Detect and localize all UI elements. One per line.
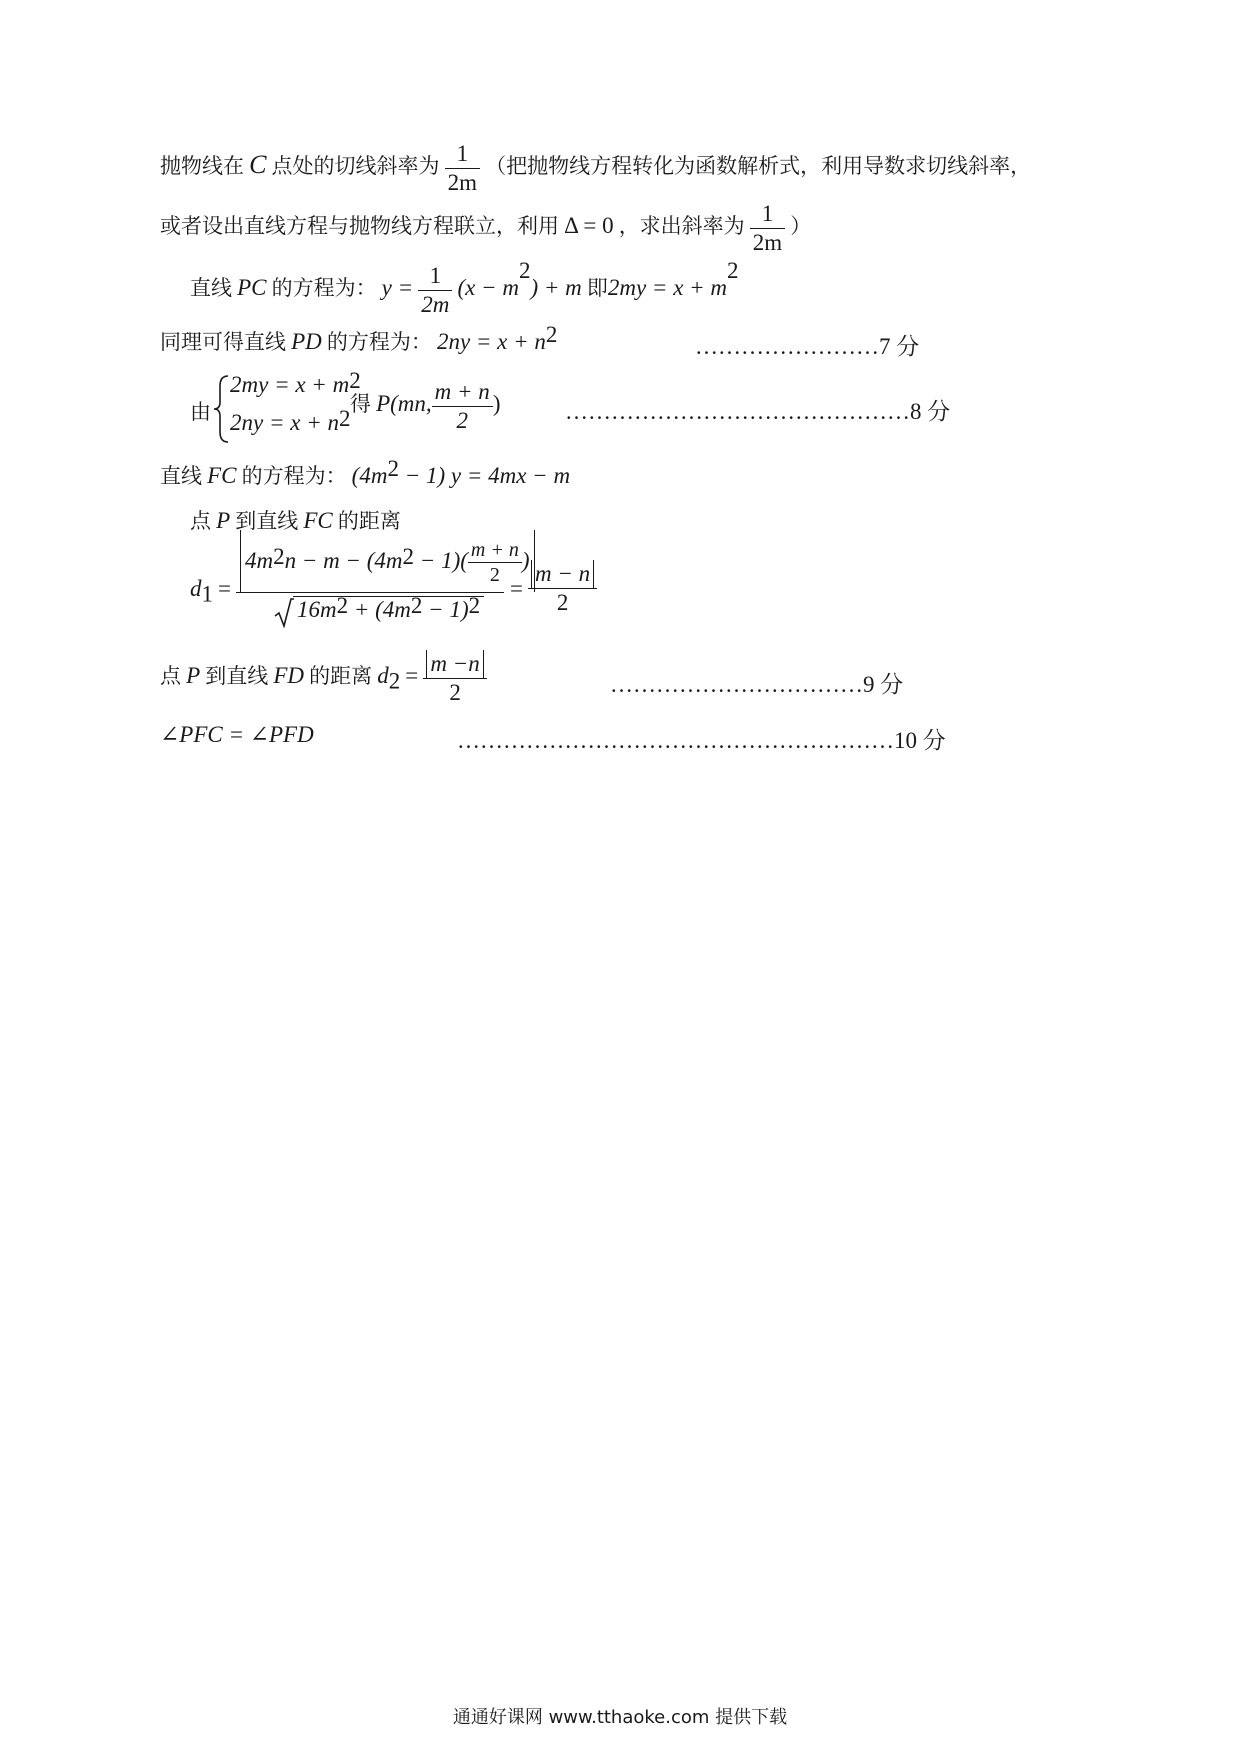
frac-den: 2m: [421, 292, 450, 317]
d2: [377, 663, 401, 694]
fraction: [445, 140, 480, 197]
frac-num: [423, 650, 486, 679]
num-a: 4m: [245, 548, 274, 573]
line-3: [190, 258, 739, 319]
eq-b: − 1) y = 4mx − m: [398, 463, 571, 488]
fraction: [528, 560, 597, 617]
equals: =: [510, 576, 523, 601]
abs-value: m −n: [426, 650, 483, 678]
text: 的方程为：: [326, 330, 432, 354]
line-name: FC: [207, 463, 237, 488]
exponent: 2: [402, 544, 415, 569]
score: 8 分: [910, 399, 951, 424]
delta-eq: Δ = 0: [564, 213, 614, 238]
text: ）: [790, 214, 812, 238]
line-name: FD: [273, 663, 305, 688]
eq-rhs2: ) + m: [530, 275, 582, 300]
num-b: n − m − (4m: [284, 548, 403, 573]
score-8: [565, 393, 950, 426]
frac-num: 1: [750, 200, 785, 229]
line-2: [160, 200, 811, 257]
eq-rhs: (x − m: [457, 275, 519, 300]
line-4: [160, 322, 558, 356]
text: 到直线: [235, 509, 299, 533]
score-7: [695, 328, 919, 361]
subscript: 1: [201, 581, 213, 607]
exponent: 2: [349, 368, 361, 393]
text: 得: [350, 392, 371, 416]
result-fraction: [528, 560, 597, 617]
fraction: [418, 262, 452, 319]
eq: 2my = x + m: [607, 275, 728, 300]
exponent: 2: [338, 406, 351, 431]
text: 点: [190, 509, 211, 533]
den-a: 16m: [297, 597, 337, 622]
text: 或者设出直线方程与抛物线方程联立，利用: [160, 214, 559, 238]
line-name: FC: [303, 508, 333, 533]
exponent: 2: [410, 593, 423, 618]
point-p: P: [216, 508, 231, 533]
fraction: [432, 378, 493, 435]
exponent: 2: [336, 593, 349, 618]
fraction: [423, 650, 486, 707]
dots: ……………………: [695, 334, 879, 359]
frac-den: 2: [449, 680, 461, 705]
frac-num: m + n: [468, 538, 522, 563]
frac-den: 2: [556, 590, 569, 615]
d1: [190, 576, 213, 608]
frac-num: [528, 560, 597, 589]
score-9: [610, 666, 903, 699]
exponent: 2: [518, 258, 531, 283]
text: 直线: [160, 464, 202, 488]
text: 的方程为：: [271, 276, 377, 300]
equals: =: [218, 576, 231, 601]
score-10: [457, 722, 946, 755]
d: d: [190, 576, 202, 601]
frac-den: 2: [489, 564, 500, 587]
line-name: PC: [237, 275, 267, 300]
text: 抛物线在: [160, 154, 244, 178]
line-name: PD: [291, 329, 322, 354]
sqrt-icon: [274, 598, 294, 628]
frac-den: 2m: [752, 230, 783, 255]
line-9: [160, 650, 487, 707]
den-b: + (4m: [348, 597, 411, 622]
score: 9 分: [863, 672, 904, 697]
equals: =: [405, 663, 419, 688]
dots: ………………………………………: [565, 399, 910, 424]
score: 10 分: [894, 728, 946, 753]
subscript: 2: [388, 668, 401, 694]
big-numerator: [240, 530, 530, 592]
text: 的距离: [309, 664, 373, 688]
big-denominator: [274, 593, 484, 623]
text: 即: [586, 276, 608, 300]
var-c: C: [249, 150, 267, 179]
text: 点处的切线斜率为: [271, 154, 440, 178]
eq1: 2my = x + m: [230, 372, 350, 397]
text: 到直线: [205, 664, 269, 688]
frac-num: m + n: [432, 378, 493, 407]
num-d: ): [521, 548, 530, 573]
line-6: [160, 456, 571, 490]
text: 的方程为：: [241, 464, 347, 488]
point-p: P(mn,: [376, 391, 432, 416]
frac-den: 2m: [447, 170, 478, 195]
text: （把抛物线方程转化为函数解析式，利用导数求切线斜率，: [485, 154, 1032, 178]
d: d: [377, 663, 389, 688]
text: ，求出斜率为: [618, 214, 745, 238]
point-p: P: [186, 663, 201, 688]
text: 的距离: [337, 509, 401, 533]
text: 直线: [190, 276, 232, 300]
angle-equation: ∠PFC = ∠PFD: [160, 722, 314, 747]
line-1: [160, 140, 1031, 197]
exponent: 2: [387, 456, 399, 481]
eq-lhs: y =: [381, 275, 414, 300]
text: 点: [160, 664, 181, 688]
paren: ): [492, 391, 501, 416]
score: 7 分: [879, 334, 920, 359]
frac-num: 1: [445, 140, 480, 169]
fraction: [750, 200, 785, 257]
num-c: − 1)(: [414, 548, 468, 573]
line-10: [160, 722, 314, 748]
line-8: [190, 530, 610, 630]
abs-value: m − n: [531, 560, 594, 588]
footer: 通通好课网 www.tthaoke.com 提供下载: [452, 1707, 788, 1728]
dots: ……………………………: [610, 672, 863, 697]
text: 同理可得直线: [160, 330, 286, 354]
exponent: 2: [273, 544, 285, 569]
text: 由: [190, 400, 211, 424]
den-c: − 1): [422, 597, 469, 622]
exponent: 2: [727, 258, 739, 283]
frac-den: 2: [456, 408, 468, 433]
eq2: 2ny = x + n: [230, 410, 339, 435]
frac-num: 1: [418, 262, 452, 291]
exponent: 2: [545, 322, 558, 347]
eq: 2ny = x + n: [436, 329, 546, 354]
eq-a: (4m: [351, 463, 388, 488]
fraction-bar: [236, 592, 504, 593]
brace-icon: [212, 374, 232, 444]
exponent: 2: [468, 593, 481, 618]
dots: …………………………………………………: [457, 728, 894, 753]
